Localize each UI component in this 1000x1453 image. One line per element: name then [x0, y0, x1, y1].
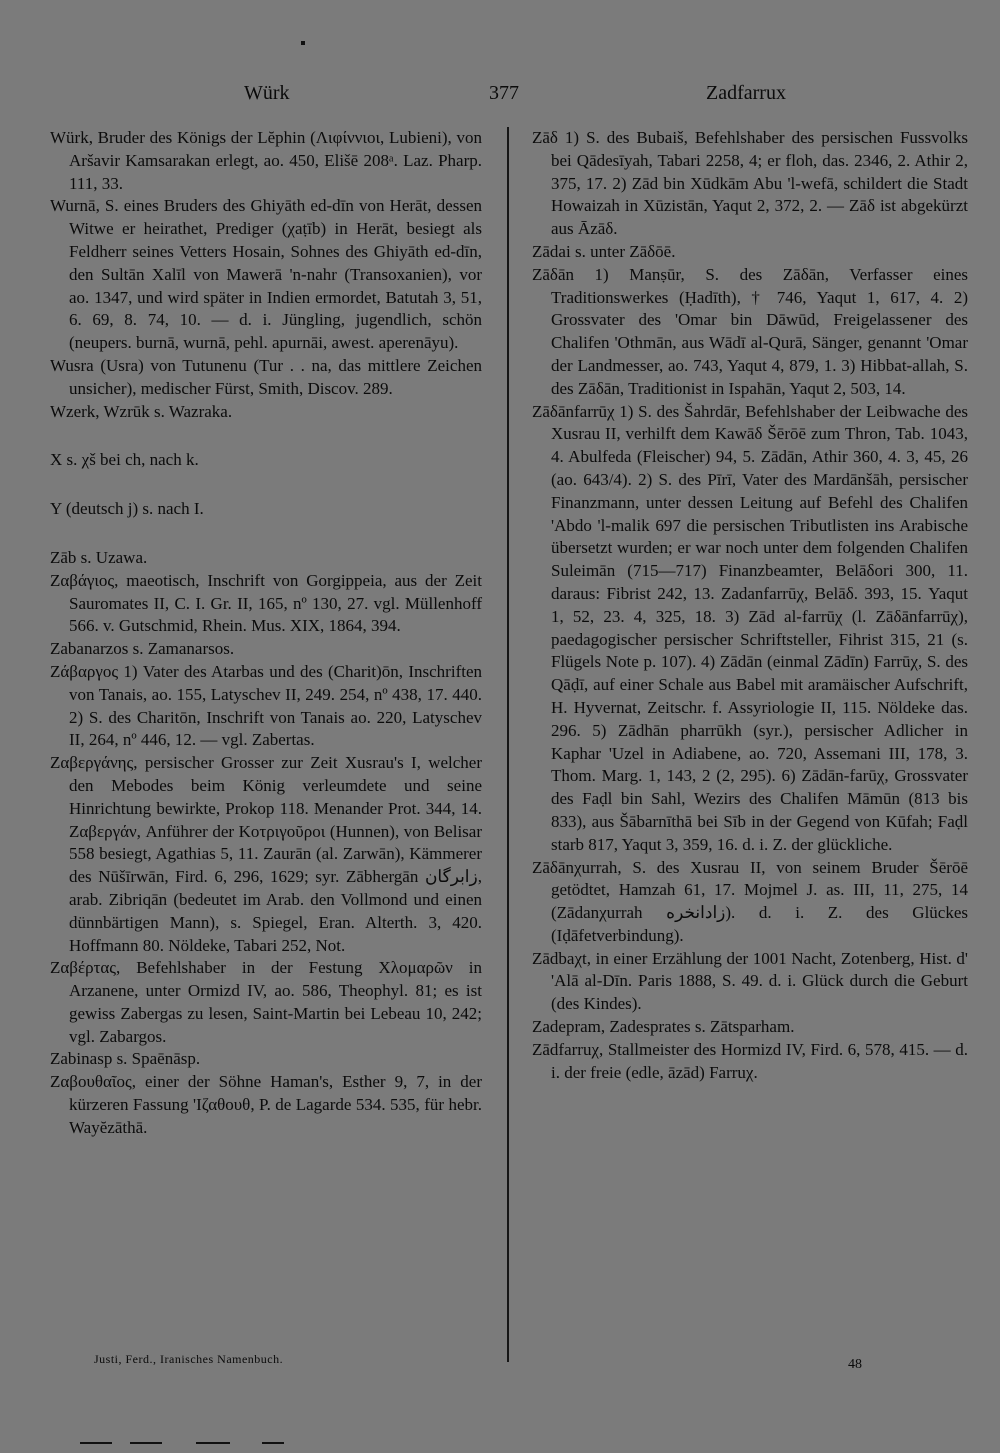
header-right-catchword: Zadfarrux [706, 82, 786, 104]
bottom-mark [196, 1442, 230, 1444]
entry: Wusra (Usra) von Tutunenu (Tur . . na, das mittlere Zeichen unsicher), medischer Fürst, Smith, Discov. 289. [50, 355, 482, 398]
entry: Zadepram, Zadesprates s. Zātsparham. [532, 1017, 795, 1037]
footer-imprint: Justi, Ferd., Iranisches Namenbuch. [94, 1352, 284, 1366]
header-left-catchword: Würk [244, 82, 290, 104]
bottom-mark [80, 1442, 112, 1444]
signature-mark: 48 [848, 1357, 862, 1372]
entry: Ζαβεργάνης, persischer Grosser zur Zeit Xusrau's I, welcher den Mebodes beim König verleumdete und seine Hinrichtung bewirkte, Prokop 118. Menander Prot. 344, 14. Ζαβεργάν, Anführer der Κοτριγοῦροι (Hunnen), von Belisar 558 besiegt, Agathias 5, 11. Zaurān (al. Zarwān), Kämmerer des Nūšīrwān, Fird. 6, 296, 1629; syr. Zābhergān زابرگان, arab. Zibriqān (bedeutet im Arab. den Vollmond und einen dünnbärtigen Mann), s. Spiegel, Eran. Alterth. 3, 420. Hoffmann 80. Nöldeke, Tabari 252, Not. [50, 753, 482, 955]
entry: Zāδānfarrūχ 1) S. des Šahrdār, Befehlshaber der Leibwache des Xusrau II, verhilft dem Kawāδ Šērōē zum Thron, Tab. 1043, 4. Abulfeda (Fleischer) 94, 5. Zādān, Athir 360, 4. 3, 45, 26 (ao. 643/4). 2) S. des Pīrī, Vater des Mardānšāh, persischer Finanzmann, unter dessen Leitung auf Befehl des Chalifen 'Abdo 'l-malik 697 die persischen Tributlisten ins Arabische übersetzt wurden; er war noch unter dem folgenden Chalifen Suleimān (715—717) Finanzbeamter, Belāδori 300, 11. daraus: Fibrist 242, 13. Zadanfarrūχ, Belāδ. 393, 15. Yaqut 1, 52, 23. 4, 325, 18. 3) Zād al-farrūχ (l. Zāδānfarrūχ), paedagogischer persischer Schriftsteller, Fihrist 315, 21 (s. Flügels Note p. 107). 4) Zādān (einmal Zādīn) Farrūχ, S. des Qāḍī, auf einer Schale aus Babel mit aramäischer Aufschrift, H. Hyvernat, Zeitschr. f. Assyriologie II, 115. Nöldeke das. 296. 5) Zādhān pharrūkh (syr.), persischer Adlicher in Kaphar 'Uzel in Adiabene, ao. 720, Assemani III, 178, 3. Thom. Marg. 1, 143, 2 (2, 295). 6) Zādān-farūχ, Grossvater des Faḍl bin Sahl, Wezirs des Chalifen Māmūn (813 bis 833), aus Šābarnīthā bei Sīb in der Gegend von Kūfah; Faḍl starb 817, Yaqut 3, 359, 16. d. i. Z. der glückliche. [532, 401, 968, 854]
ink-speck [301, 41, 305, 45]
bottom-mark [262, 1442, 284, 1444]
entry: Zāδ 1) S. des Bubaiš, Befehlshaber des persischen Fussvolks bei Qādesīyah, Tabari 2258, 4; er floh, das. 2346, 2. Athir 2, 375, 17. 2) Zād bin Xūdkām Abu 'l-wefā, schildert die Stadt Howaizah in Xūzistān, Yaqut 2, 372, 2. — Zāδ ist abgekürzt aus Āzāδ. [532, 128, 968, 239]
section-gap [50, 472, 482, 498]
section-gap [50, 423, 482, 449]
entry: Zāδānχurrah, S. des Xusrau II, von seinem Bruder Šērōē getödtet, Hamzah 61, 17. Mojmel J. as. III, 11, 275, 14 (Zādanχurrah زادانخره). d. i. Z. des Glückes (Iḍāfetverbindung). [532, 857, 968, 945]
entry: Ζαβουθαῖος, einer der Söhne Haman's, Esther 9, 7, in der kürzeren Fassung 'Ιζαθουθ, P. de Lagarde 534. 535, für hebr. Wayĕzāthā. [50, 1072, 482, 1137]
entry: Wzerk, Wzrūk s. Wazraka. [50, 401, 233, 421]
page-number: 377 [489, 82, 519, 104]
entry: Zabinasp s. Spaēnāsp. [50, 1049, 201, 1069]
entry: X s. χš bei ch, nach k. [50, 450, 199, 470]
entry: Würk, Bruder des Königs der Lĕphin (Λιφίννιοι, Lubieni), von Aršavir Kamsarakan erlegt, ao. 450, Elišē 208ᵃ. Laz. Pharp. 111, 33. [50, 128, 482, 193]
entry: Y (deutsch j) s. nach I. [50, 499, 204, 519]
running-header [0, 82, 1000, 112]
entry: Ζαβέρτας, Befehlshaber in der Festung Χλομαρῶν in Arzanene, unter Ormizd IV, ao. 586, Theophyl. 81; es ist gewiss Zabergas zu lesen, Saint-Martin bei Lebeau 10, 242; vgl. Zabargos. [50, 958, 482, 1046]
entry: Wurnā, S. eines Bruders des Ghiyāth ed-dīn von Herāt, dessen Witwe er heirathet, Prediger (χaṭīb) in Herāt, besiegt als Feldherr seines Vetters Hosain, Sohnes des Ghiyāth ed-dīn, den Sultān Xalīl von Mawerā 'n-nahr (Transoxanien), vor ao. 1347, und wird später in Indien ermordet, Batutah 3, 51, 6. 69, 8. 74, 10. — d. i. Jüngling, jugendlich, schön (neupers. burnā, wurnā, pehl. apurnāi, awest. aperenāyu). [50, 196, 482, 353]
left-column [50, 127, 482, 1140]
entry: Zādbaχt, in einer Erzählung der 1001 Nacht, Zotenberg, Hist. d' 'Alā al-Dīn. Paris 1888, S. 49. d. i. Glück durch die Geburt (des Kindes). [532, 948, 968, 1014]
right-column [532, 127, 968, 1084]
entry: Ζάβαργος 1) Vater des Atarbas und des (Charit)ōn, Inschriften von Tanais, ao. 155, Latyschev II, 249. 254, nº 438, 17. 440. 2) S. des Charitōn, Inschrift von Tanais ao. 220, Latyschev II, 264, nº 446, 12. — vgl. Zabertas. [50, 661, 482, 750]
entry: Zāδān 1) Manṣūr, S. des Zāδān, Verfasser eines Traditionswerkes (Ḥadīth), † 746, Yaqut 1, 617, 4. 2) Grossvater des 'Omar bin Dāwūd, Freigelassener des Chalifen 'Othmān, aus Wādī al-Qurā, Sänger, genannt 'Omar der Landmesser, ao. 743, Yaqut 4, 879, 1. 3) Hibbat-allah, S. des Zāδān, Traditionist in Ispahān, Yaqut 2, 503, 14. [532, 264, 968, 398]
entry: Zādfarruχ, Stallmeister des Hormizd IV, Fird. 6, 578, 415. — d. i. der freie (edle, āzād) Farruχ. [532, 1039, 968, 1082]
entry: Ζαβάγιος, maeotisch, Inschrift von Gorgippeia, aus der Zeit Sauromates II, C. I. Gr. II, 165, nº 130, 27. vgl. Müllenhoff 566. v. Gutschmid, Rhein. Mus. XIX, 1864, 394. [50, 570, 482, 636]
section-gap [50, 521, 482, 547]
entry: Zabanarzos s. Zamanarsos. [50, 639, 235, 659]
column-divider [507, 127, 509, 1362]
bottom-mark [130, 1442, 162, 1444]
entry: Zādai s. unter Zāδōē. [532, 241, 676, 261]
entry: Zāb s. Uzawa. [50, 547, 148, 567]
